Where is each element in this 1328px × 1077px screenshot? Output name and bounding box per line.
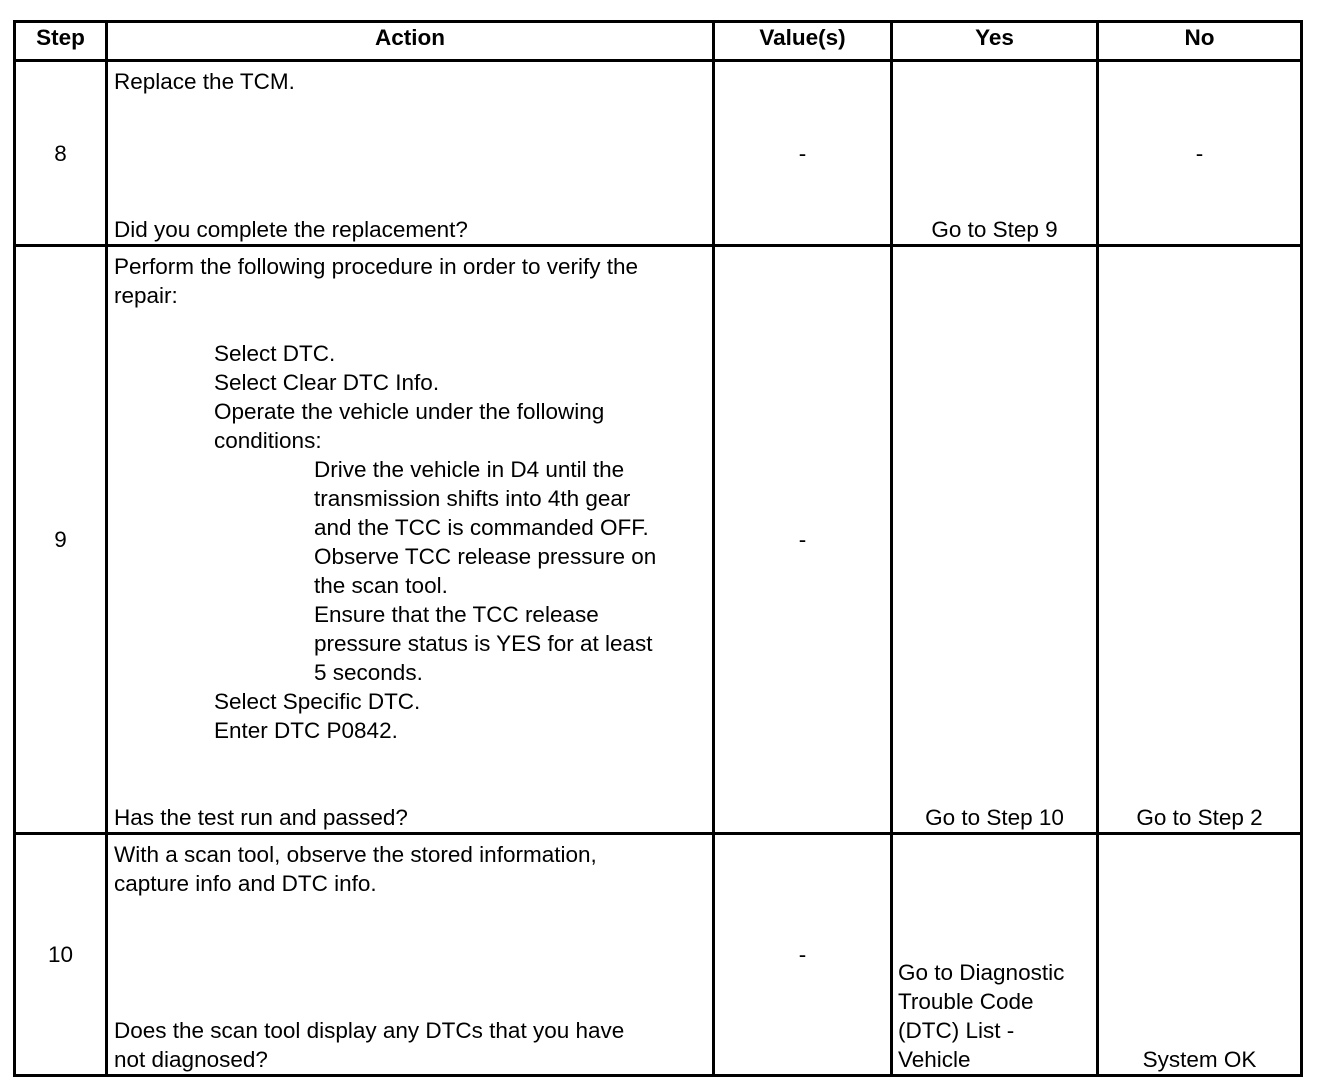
value-cell: - <box>714 246 892 834</box>
action-question-line: Does the scan tool display any DTCs that you have <box>114 1018 625 1043</box>
procedure-step: conditions: <box>214 428 322 453</box>
yes-cell <box>892 834 1098 1076</box>
step-number: 8 <box>15 61 107 246</box>
yes-link-line: Vehicle <box>898 1047 971 1072</box>
step-number: 9 <box>15 246 107 834</box>
action-cell <box>107 246 714 834</box>
action-question: Did you complete the replacement? <box>114 217 468 242</box>
procedure-substep: the scan tool. <box>314 573 448 598</box>
procedure-substep: Observe TCC release pressure on <box>314 544 657 569</box>
action-intro-line: Perform the following procedure in order to verify the <box>114 254 639 279</box>
procedure-list <box>114 339 706 745</box>
procedure-step: Select Clear DTC Info. <box>214 370 440 395</box>
action-instruction: Replace the TCM. <box>114 69 295 94</box>
action-intro-line: repair: <box>114 283 178 308</box>
header-row <box>15 22 1302 61</box>
table-row-step-9 <box>15 246 1302 834</box>
action-question <box>114 1016 706 1074</box>
yes-link[interactable]: Go to Step 9 <box>931 217 1058 242</box>
yes-cell <box>892 246 1098 834</box>
header-action: Action <box>107 22 714 61</box>
action-cell <box>107 834 714 1076</box>
no-cell: - <box>1098 61 1302 246</box>
procedure-substep: Ensure that the TCC release <box>314 602 599 627</box>
procedure-step: Select DTC. <box>214 341 336 366</box>
value-cell: - <box>714 61 892 246</box>
procedure-substep: Drive the vehicle in D4 until the <box>314 457 625 482</box>
yes-link[interactable] <box>898 958 1096 1074</box>
yes-link[interactable]: Go to Step 10 <box>925 805 1064 830</box>
header-values: Value(s) <box>714 22 892 61</box>
yes-link-line: Go to Diagnostic <box>898 960 1065 985</box>
procedure-substep: 5 seconds. <box>314 660 423 685</box>
procedure-step: Operate the vehicle under the following <box>214 399 605 424</box>
yes-cell <box>892 61 1098 246</box>
step-number: 10 <box>15 834 107 1076</box>
no-cell <box>1098 246 1302 834</box>
action-instruction <box>114 252 706 310</box>
action-question-line: not diagnosed? <box>114 1047 268 1072</box>
action-intro-line: capture info and DTC info. <box>114 871 377 896</box>
diagnostic-table <box>13 20 1303 1077</box>
no-link[interactable]: Go to Step 2 <box>1136 805 1263 830</box>
action-intro-line: With a scan tool, observe the stored information, <box>114 842 597 867</box>
procedure-substep: transmission shifts into 4th gear <box>314 486 631 511</box>
procedure-step: Enter DTC P0842. <box>214 718 398 743</box>
action-instruction <box>114 840 706 898</box>
table-row-step-8 <box>15 61 1302 246</box>
no-cell <box>1098 834 1302 1076</box>
table-row-step-10 <box>15 834 1302 1076</box>
action-question: Has the test run and passed? <box>114 805 408 830</box>
header-no: No <box>1098 22 1302 61</box>
header-step: Step <box>15 22 107 61</box>
header-yes: Yes <box>892 22 1098 61</box>
yes-link-line: Trouble Code <box>898 989 1034 1014</box>
action-cell <box>107 61 714 246</box>
no-result: System OK <box>1142 1047 1257 1072</box>
procedure-substep: pressure status is YES for at least <box>314 631 653 656</box>
procedure-step: Select Specific DTC. <box>214 689 421 714</box>
procedure-substep: and the TCC is commanded OFF. <box>314 515 649 540</box>
yes-link-line: (DTC) List - <box>898 1018 1015 1043</box>
value-cell: - <box>714 834 892 1076</box>
